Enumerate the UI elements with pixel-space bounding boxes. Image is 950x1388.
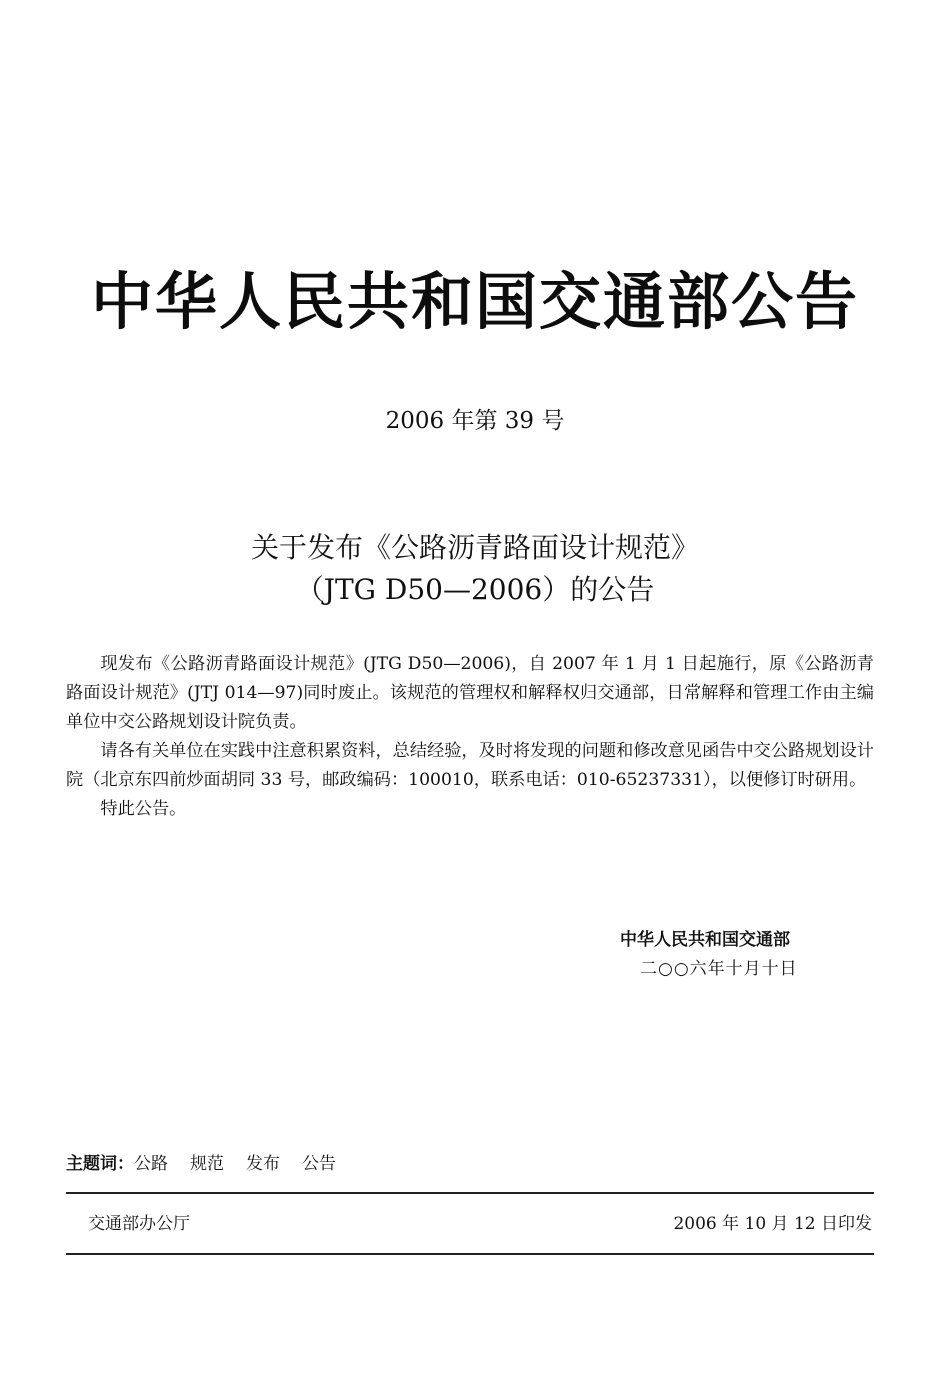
keyword-item: 公告	[302, 1154, 336, 1174]
footer-divider-bottom	[66, 1253, 874, 1255]
body-paragraph-1: 现发布《公路沥青路面设计规范》(JTG D50—2006)，自 2007 年 1 月 1 日起施行，原《公路沥青路面设计规范》(JTJ 014—97)同时废止。该规范的管理权和解释权归交通部，日常解释和管理工作由主编单位中交公路规划设计院负责。	[66, 654, 874, 732]
keyword-item: 发布	[246, 1154, 280, 1174]
signature-organization: 中华人民共和国交通部	[620, 930, 790, 950]
keywords-label: 主题词：	[66, 1154, 134, 1174]
keyword-item: 公路	[134, 1154, 168, 1174]
keywords-line	[66, 1150, 358, 1178]
footer-divider-top	[66, 1192, 874, 1194]
document-number: 2006 年第 39 号	[385, 408, 565, 434]
subject-title	[0, 527, 950, 611]
subject-title-line-1: 关于发布《公路沥青路面设计规范》	[250, 531, 699, 564]
announcement-body	[66, 650, 874, 824]
signature-block	[600, 926, 840, 984]
keyword-item: 规范	[190, 1154, 224, 1174]
issuing-office: 交通部办公厅	[88, 1214, 190, 1234]
signature-date: 二○○六年十月十日	[640, 959, 798, 979]
print-date: 2006 年 10 月 12 日印发	[673, 1214, 872, 1234]
body-paragraph-2: 请各有关单位在实践中注意积累资料，总结经验，及时将发现的问题和修改意见函告中交公路规划设计院（北京东四前炒面胡同 33 号，邮政编码：100010，联系电话：010-65237331），以便修订时研用。	[66, 741, 874, 790]
subject-title-line-2: （JTG D50—2006）的公告	[295, 573, 655, 606]
body-paragraph-3: 特此公告。	[100, 799, 187, 819]
announcement-header-title: 中华人民共和国交通部公告	[90, 265, 859, 338]
